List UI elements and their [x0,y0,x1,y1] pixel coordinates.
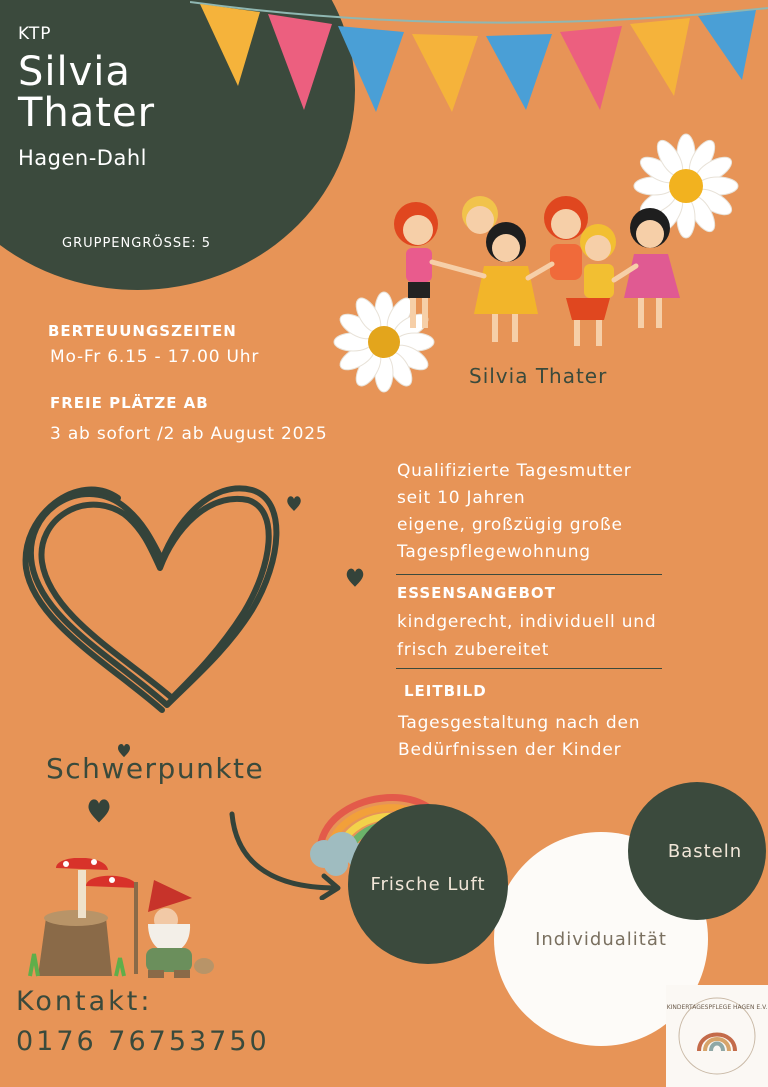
small-heart-icon [84,796,114,824]
logo-text: KINDERTAGESPFLEGE HAGEN E.V. [666,1004,768,1011]
mission-line-1: Tagesgestaltung nach den [398,713,641,733]
header-prefix: KTP [18,24,52,44]
divider [396,574,662,575]
food-heading: ESSENSANGEBOT [397,584,556,602]
focus-item-individuality: Individualität [535,928,667,950]
small-heart-icon [286,494,302,512]
illustration-caption: Silvia Thater [469,364,608,388]
food-line-2: frisch zubereitet [397,640,550,660]
mission-line-2: Bedürfnissen der Kinder [398,740,622,760]
divider [396,668,662,669]
focus-label: Schwerpunkte [46,752,265,785]
contact-label: Kontakt: [16,986,153,1017]
focus-circle-fresh-air [348,804,508,964]
heart-doodle-icon [22,470,284,732]
focus-item-fresh-air: Frische Luft [370,873,486,895]
children-illustration-icon [388,196,688,356]
focus-item-crafting: Basteln [667,840,743,862]
qualification-line-2: seit 10 Jahren [397,488,526,508]
group-size: GRUPPENGRÖSSE: 5 [62,236,212,251]
bunting-garland-icon [190,0,768,120]
header-first-name: Silvia [18,49,131,95]
association-logo-icon [666,985,768,1087]
header-last-name: Thater [18,90,156,136]
food-line-1: kindgerecht, individuell und [397,612,657,632]
qualification-line-4: Tagespflegewohnung [397,542,591,562]
places-value: 3 ab sofort /2 ab August 2025 [50,424,328,444]
focus-circle-crafting [628,782,766,920]
hours-heading: BERTEUUNGSZEITEN [48,322,237,340]
qualification-line-3: eigene, großzügig große [397,515,623,535]
gnome-mushroom-icon [16,858,216,982]
contact-phone[interactable]: 0176 76753750 [16,1026,270,1057]
logo-badge [666,985,768,1087]
places-heading: FREIE PLÄTZE AB [50,394,209,412]
small-heart-icon [344,566,366,588]
hours-value: Mo-Fr 6.15 - 17.00 Uhr [50,347,260,367]
header-city: Hagen-Dahl [18,146,147,170]
qualification-line-1: Qualifizierte Tagesmutter [397,461,632,481]
mission-heading: LEITBILD [404,682,487,700]
